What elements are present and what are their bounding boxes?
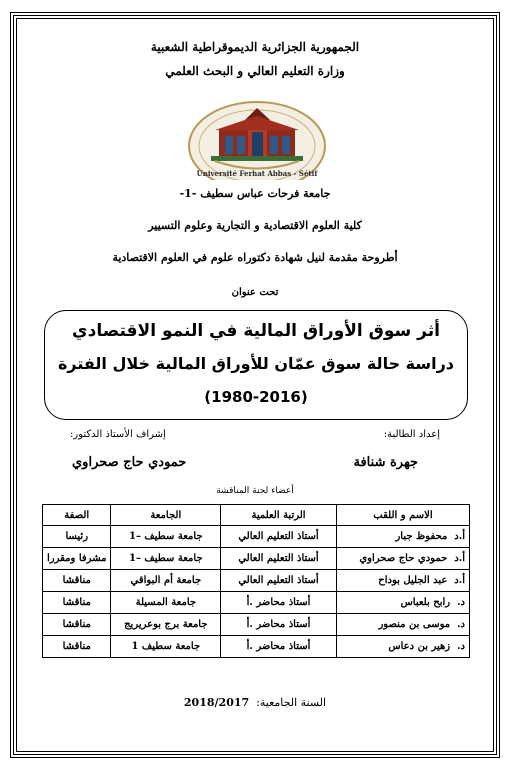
member-full-name: عبد الجليل بوداح: [378, 575, 448, 586]
table-row: [43, 548, 470, 570]
member-rank: أستاذ التعليم العالي: [221, 570, 337, 592]
member-title: د.: [457, 619, 465, 630]
academic-year: 2018/2017: [183, 696, 250, 709]
member-university: جامعة سطيف 1: [111, 636, 221, 658]
thesis-title-box: [44, 310, 468, 420]
member-university: جامعة أم البواقي: [111, 570, 221, 592]
member-name: [336, 570, 469, 592]
member-university: جامعة برج بوعريريج: [111, 614, 221, 636]
member-rank: أستاذ محاضر .أ: [221, 636, 337, 658]
member-title: أ.د: [454, 553, 465, 564]
thesis-title-period: (1980-2016): [204, 388, 308, 406]
member-full-name: زهير بن دعاس: [388, 641, 451, 652]
member-full-name: رابح بلعباس: [400, 597, 451, 608]
academic-year-label: السنة الجامعية:: [256, 696, 327, 709]
faculty-name: كلية العلوم الاقتصادية و التجارية وعلوم التسيير: [148, 219, 362, 232]
ministry-header: وزارة التعليم العالي و البحث العلمي: [165, 64, 345, 78]
academic-year-line: [0, 696, 510, 709]
thesis-title-line-2: دراسة حالة سوق عمّان للأوراق المالية خلال الفترة: [57, 354, 455, 373]
member-full-name: حمودي حاج صحراوي: [359, 553, 448, 564]
member-name: [336, 636, 469, 658]
under-title-label: تحت عنوان: [231, 287, 279, 298]
supervisor-name: حمودي حاج صحراوي: [72, 455, 187, 470]
table-row: [43, 526, 470, 548]
member-name: [336, 526, 469, 548]
header-name: الاسم و اللقب: [336, 505, 469, 526]
member-university: جامعة المسيلة: [111, 592, 221, 614]
member-title: أ.د: [454, 531, 465, 542]
member-name: [336, 548, 469, 570]
member-role: مناقشا: [43, 614, 111, 636]
university-name: جامعة فرحات عباس سطيف -1-: [179, 187, 331, 200]
thesis-description: أطروحة مقدمة لنيل شهادة دكتوراه علوم في العلوم الاقتصادية: [112, 251, 398, 264]
member-rank: أستاذ محاضر .أ: [221, 614, 337, 636]
member-title: د.: [457, 641, 465, 652]
member-rank: أستاذ التعليم العالي: [221, 548, 337, 570]
university-logo: [175, 88, 340, 180]
member-full-name: محفوظ جبار: [395, 531, 448, 542]
member-rank: أستاذ التعليم العالي: [221, 526, 337, 548]
table-row: [43, 614, 470, 636]
member-rank: أستاذ محاضر .أ: [221, 592, 337, 614]
table-row: [43, 636, 470, 658]
table-row: [43, 592, 470, 614]
logo-caption: Université Ferhat Abbas - Sétif: [196, 169, 318, 178]
thesis-title-line-1: أثر سوق الأوراق المالية في النمو الاقتصادي: [72, 321, 440, 341]
jury-table-header: [43, 505, 470, 526]
member-title: أ.د: [454, 575, 465, 586]
jury-table: [42, 504, 470, 658]
header-rank: الرتبة العلمية: [221, 505, 337, 526]
supervisor-label: إشراف الأستاذ الدكتور:: [70, 429, 166, 440]
member-university: جامعة سطيف –1: [111, 526, 221, 548]
member-role: مشرفا ومقررا: [43, 548, 111, 570]
member-name: [336, 592, 469, 614]
republic-header: الجمهورية الجزائرية الديموقراطية الشعبية: [150, 40, 360, 54]
member-name: [336, 614, 469, 636]
table-row: [43, 570, 470, 592]
member-role: مناقشا: [43, 636, 111, 658]
member-full-name: موسى بن منصور: [378, 619, 451, 630]
header-university: الجامعة: [111, 505, 221, 526]
header-role: الصفة: [43, 505, 111, 526]
member-university: جامعة سطيف –1: [111, 548, 221, 570]
member-role: رئيسا: [43, 526, 111, 548]
committee-label: أعضاء لجنة المناقشة: [216, 486, 294, 496]
member-title: د.: [457, 597, 465, 608]
prepared-by-label: إعداد الطالبة:: [383, 429, 440, 440]
member-role: مناقشا: [43, 592, 111, 614]
member-role: مناقشا: [43, 570, 111, 592]
student-name: جهرة شنافة: [353, 455, 418, 470]
